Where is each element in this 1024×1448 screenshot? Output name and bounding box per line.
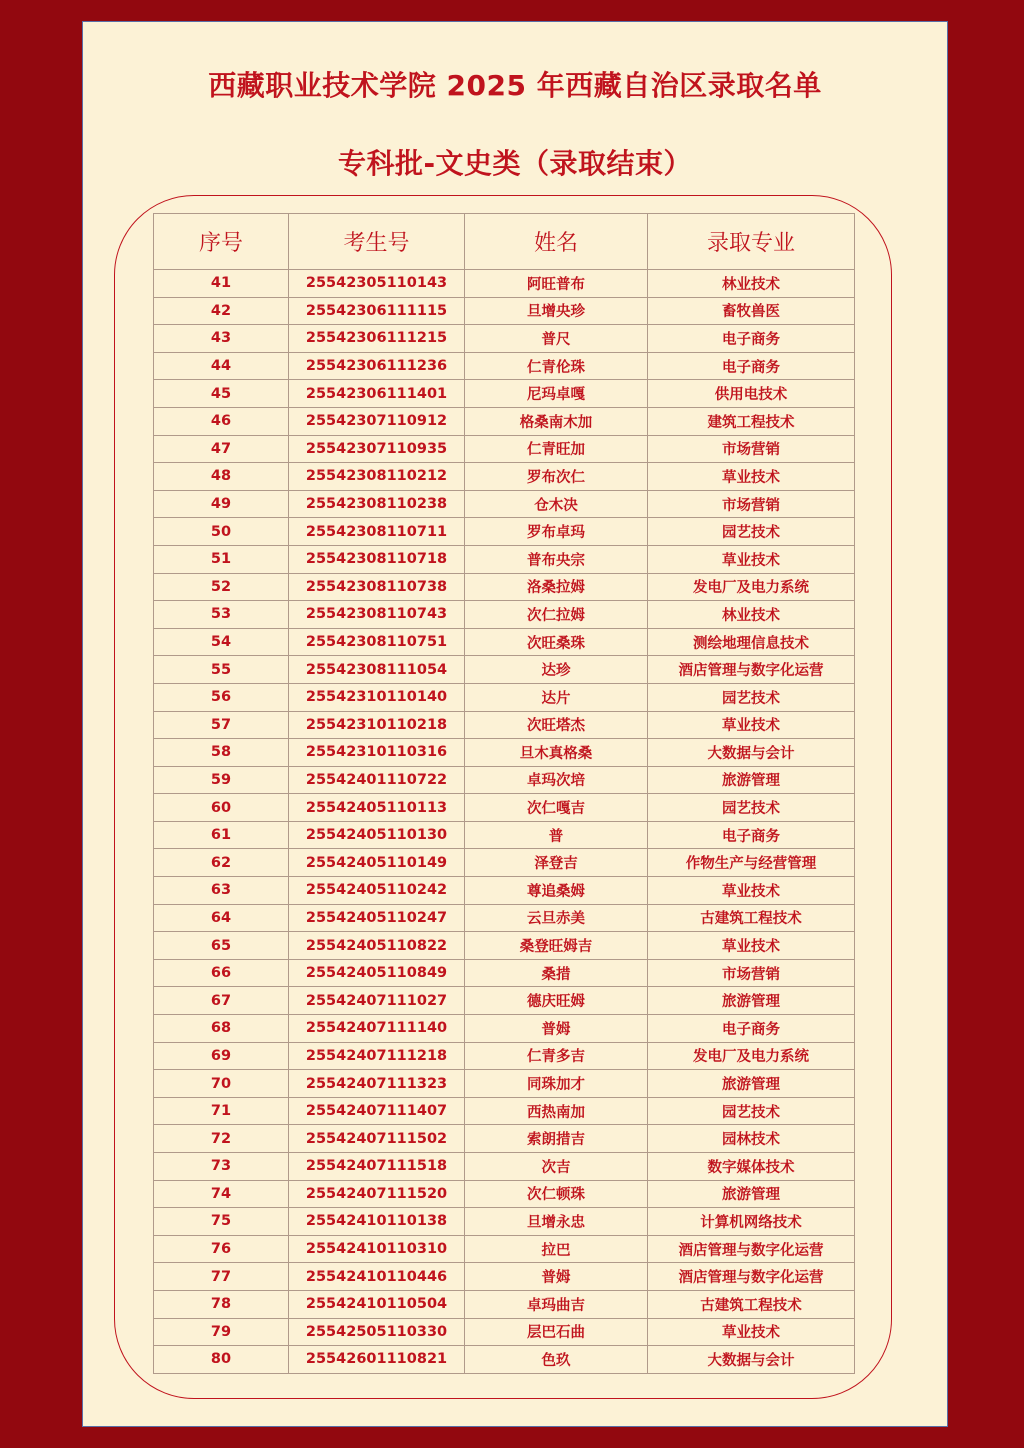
cell-exam-id: 25542308110718 — [289, 545, 465, 573]
table-body — [154, 270, 855, 1374]
cell-major: 测绘地理信息技术 — [648, 628, 855, 656]
cell-name: 仁青多吉 — [465, 1042, 648, 1070]
table-row — [154, 794, 855, 822]
cell-index: 52 — [154, 573, 289, 601]
cell-exam-id: 25542310110140 — [289, 683, 465, 711]
cell-exam-id: 25542308110238 — [289, 490, 465, 518]
cell-index: 51 — [154, 545, 289, 573]
cell-major: 酒店管理与数字化运营 — [648, 656, 855, 684]
cell-major: 市场营销 — [648, 435, 855, 463]
table-row — [154, 601, 855, 629]
cell-exam-id: 25542410110138 — [289, 1208, 465, 1236]
cell-index: 79 — [154, 1318, 289, 1346]
cell-major: 大数据与会计 — [648, 739, 855, 767]
cell-index: 80 — [154, 1346, 289, 1374]
table-header — [154, 214, 855, 270]
cell-exam-id: 25542505110330 — [289, 1318, 465, 1346]
cell-major: 供用电技术 — [648, 380, 855, 408]
cell-name: 次吉 — [465, 1153, 648, 1181]
cell-exam-id: 25542306111215 — [289, 325, 465, 353]
table-row — [154, 987, 855, 1015]
table-row — [154, 1180, 855, 1208]
cell-exam-id: 25542405110113 — [289, 794, 465, 822]
cell-major: 林业技术 — [648, 270, 855, 298]
cell-exam-id: 25542308110212 — [289, 463, 465, 491]
cell-major: 计算机网络技术 — [648, 1208, 855, 1236]
cell-index: 76 — [154, 1235, 289, 1263]
table-row — [154, 1070, 855, 1098]
cell-index: 42 — [154, 297, 289, 325]
table-row — [154, 463, 855, 491]
cell-index: 61 — [154, 821, 289, 849]
cell-exam-id: 25542407111502 — [289, 1125, 465, 1153]
cell-exam-id: 25542310110316 — [289, 739, 465, 767]
table-row — [154, 435, 855, 463]
table-row — [154, 545, 855, 573]
cell-major: 电子商务 — [648, 352, 855, 380]
cell-major: 园艺技术 — [648, 518, 855, 546]
cell-exam-id: 25542307110912 — [289, 407, 465, 435]
cell-name: 桑登旺姆吉 — [465, 932, 648, 960]
cell-major: 旅游管理 — [648, 987, 855, 1015]
cell-name: 仁青旺加 — [465, 435, 648, 463]
cell-major: 畜牧兽医 — [648, 297, 855, 325]
cell-major: 市场营销 — [648, 490, 855, 518]
cell-name: 索朗措吉 — [465, 1125, 648, 1153]
table-row — [154, 711, 855, 739]
cell-exam-id: 25542308110711 — [289, 518, 465, 546]
cell-major: 电子商务 — [648, 325, 855, 353]
cell-index: 50 — [154, 518, 289, 546]
cell-name: 格桑南木加 — [465, 407, 648, 435]
cell-index: 57 — [154, 711, 289, 739]
cell-major: 发电厂及电力系统 — [648, 573, 855, 601]
cell-exam-id: 25542306111401 — [289, 380, 465, 408]
cell-exam-id: 25542310110218 — [289, 711, 465, 739]
table-row — [154, 959, 855, 987]
cell-name: 层巴石曲 — [465, 1318, 648, 1346]
cell-index: 66 — [154, 959, 289, 987]
cell-index: 41 — [154, 270, 289, 298]
cell-exam-id: 25542405110149 — [289, 849, 465, 877]
cell-index: 49 — [154, 490, 289, 518]
cell-name: 德庆旺姆 — [465, 987, 648, 1015]
cell-exam-id: 25542601110821 — [289, 1346, 465, 1374]
cell-index: 71 — [154, 1097, 289, 1125]
cell-major: 作物生产与经营管理 — [648, 849, 855, 877]
cell-index: 67 — [154, 987, 289, 1015]
column-header-name: 姓名 — [465, 214, 648, 270]
cell-name: 普 — [465, 821, 648, 849]
cell-name: 旦增央珍 — [465, 297, 648, 325]
cell-name: 拉巴 — [465, 1235, 648, 1263]
cell-index: 65 — [154, 932, 289, 960]
cell-exam-id: 25542405110130 — [289, 821, 465, 849]
cell-major: 草业技术 — [648, 463, 855, 491]
table-row — [154, 1153, 855, 1181]
table-row — [154, 1290, 855, 1318]
table-row — [154, 1263, 855, 1291]
cell-major: 发电厂及电力系统 — [648, 1042, 855, 1070]
table-row — [154, 270, 855, 298]
table-row — [154, 297, 855, 325]
cell-exam-id: 25542410110446 — [289, 1263, 465, 1291]
cell-index: 45 — [154, 380, 289, 408]
cell-name: 仁青伦珠 — [465, 352, 648, 380]
cell-index: 72 — [154, 1125, 289, 1153]
cell-name: 色玖 — [465, 1346, 648, 1374]
cell-index: 44 — [154, 352, 289, 380]
column-header-index: 序号 — [154, 214, 289, 270]
cell-name: 卓玛次培 — [465, 766, 648, 794]
cell-major: 草业技术 — [648, 877, 855, 905]
cell-exam-id: 25542308110751 — [289, 628, 465, 656]
cell-major: 草业技术 — [648, 932, 855, 960]
cell-name: 桑措 — [465, 959, 648, 987]
cell-index: 47 — [154, 435, 289, 463]
cell-index: 59 — [154, 766, 289, 794]
admission-table — [153, 213, 855, 1374]
cell-index: 69 — [154, 1042, 289, 1070]
cell-name: 次仁拉姆 — [465, 601, 648, 629]
table-row — [154, 849, 855, 877]
cell-exam-id: 25542305110143 — [289, 270, 465, 298]
cell-index: 43 — [154, 325, 289, 353]
cell-exam-id: 25542308110743 — [289, 601, 465, 629]
table-row — [154, 518, 855, 546]
cell-exam-id: 25542308111054 — [289, 656, 465, 684]
cell-index: 58 — [154, 739, 289, 767]
cell-name: 罗布卓玛 — [465, 518, 648, 546]
header-row — [154, 214, 855, 270]
cell-name: 达片 — [465, 683, 648, 711]
cell-name: 卓玛曲吉 — [465, 1290, 648, 1318]
cell-major: 园艺技术 — [648, 794, 855, 822]
cell-major: 古建筑工程技术 — [648, 1290, 855, 1318]
cell-name: 普姆 — [465, 1015, 648, 1043]
table-row — [154, 628, 855, 656]
cell-exam-id: 25542308110738 — [289, 573, 465, 601]
cell-major: 草业技术 — [648, 545, 855, 573]
cell-index: 75 — [154, 1208, 289, 1236]
cell-index: 55 — [154, 656, 289, 684]
cell-exam-id: 25542405110822 — [289, 932, 465, 960]
cell-name: 次旺塔杰 — [465, 711, 648, 739]
table-row — [154, 1125, 855, 1153]
cell-exam-id: 25542306111236 — [289, 352, 465, 380]
cell-exam-id: 25542407111323 — [289, 1070, 465, 1098]
table-row — [154, 352, 855, 380]
cell-exam-id: 25542306111115 — [289, 297, 465, 325]
cell-major: 旅游管理 — [648, 1180, 855, 1208]
cell-index: 73 — [154, 1153, 289, 1181]
cell-exam-id: 25542407111140 — [289, 1015, 465, 1043]
cell-name: 普尺 — [465, 325, 648, 353]
table-row — [154, 1208, 855, 1236]
cell-exam-id: 25542410110310 — [289, 1235, 465, 1263]
cell-index: 60 — [154, 794, 289, 822]
cell-major: 电子商务 — [648, 1015, 855, 1043]
cell-index: 63 — [154, 877, 289, 905]
cell-index: 48 — [154, 463, 289, 491]
cell-index: 54 — [154, 628, 289, 656]
cell-index: 74 — [154, 1180, 289, 1208]
cell-name: 次仁顿珠 — [465, 1180, 648, 1208]
cell-exam-id: 25542405110242 — [289, 877, 465, 905]
cell-exam-id: 25542407111407 — [289, 1097, 465, 1125]
table-row — [154, 1346, 855, 1374]
cell-major: 旅游管理 — [648, 766, 855, 794]
cell-exam-id: 25542405110247 — [289, 904, 465, 932]
cell-major: 林业技术 — [648, 601, 855, 629]
cell-name: 尼玛卓嘎 — [465, 380, 648, 408]
cell-major: 园林技术 — [648, 1125, 855, 1153]
cell-name: 次旺桑珠 — [465, 628, 648, 656]
page-subtitle: 专科批-文史类（录取结束） — [337, 147, 693, 180]
table-row — [154, 904, 855, 932]
cell-major: 草业技术 — [648, 711, 855, 739]
cell-name: 洛桑拉姆 — [465, 573, 648, 601]
table-row — [154, 877, 855, 905]
table-row — [154, 766, 855, 794]
table-row — [154, 821, 855, 849]
column-header-major: 录取专业 — [648, 214, 855, 270]
cell-major: 酒店管理与数字化运营 — [648, 1263, 855, 1291]
cell-index: 70 — [154, 1070, 289, 1098]
cell-exam-id: 25542407111218 — [289, 1042, 465, 1070]
cell-major: 园艺技术 — [648, 683, 855, 711]
cell-index: 68 — [154, 1015, 289, 1043]
cell-index: 78 — [154, 1290, 289, 1318]
cell-exam-id: 25542410110504 — [289, 1290, 465, 1318]
cell-exam-id: 25542407111518 — [289, 1153, 465, 1181]
cell-name: 泽登吉 — [465, 849, 648, 877]
table-row — [154, 380, 855, 408]
cell-name: 次仁嘎吉 — [465, 794, 648, 822]
table-row — [154, 1042, 855, 1070]
cell-exam-id: 25542407111520 — [289, 1180, 465, 1208]
cell-name: 旦木真格桑 — [465, 739, 648, 767]
table-row — [154, 1015, 855, 1043]
cell-major: 市场营销 — [648, 959, 855, 987]
cell-name: 西热南加 — [465, 1097, 648, 1125]
cell-index: 64 — [154, 904, 289, 932]
cell-name: 普姆 — [465, 1263, 648, 1291]
cell-major: 旅游管理 — [648, 1070, 855, 1098]
cell-index: 53 — [154, 601, 289, 629]
cell-major: 草业技术 — [648, 1318, 855, 1346]
cell-exam-id: 25542401110722 — [289, 766, 465, 794]
table-row — [154, 407, 855, 435]
cell-name: 普布央宗 — [465, 545, 648, 573]
cell-name: 同珠加才 — [465, 1070, 648, 1098]
cell-exam-id: 25542407111027 — [289, 987, 465, 1015]
cell-name: 旦增永忠 — [465, 1208, 648, 1236]
cell-major: 数字媒体技术 — [648, 1153, 855, 1181]
table-row — [154, 573, 855, 601]
cell-major: 建筑工程技术 — [648, 407, 855, 435]
cell-index: 77 — [154, 1263, 289, 1291]
table-row — [154, 932, 855, 960]
cell-major: 电子商务 — [648, 821, 855, 849]
column-header-exam-id: 考生号 — [289, 214, 465, 270]
table-row — [154, 1235, 855, 1263]
cell-index: 46 — [154, 407, 289, 435]
cell-major: 古建筑工程技术 — [648, 904, 855, 932]
cell-name: 罗布次仁 — [465, 463, 648, 491]
cell-major: 大数据与会计 — [648, 1346, 855, 1374]
cell-exam-id: 25542405110849 — [289, 959, 465, 987]
cell-major: 酒店管理与数字化运营 — [648, 1235, 855, 1263]
cell-exam-id: 25542307110935 — [289, 435, 465, 463]
table-row — [154, 490, 855, 518]
table-row — [154, 739, 855, 767]
cell-name: 尊追桑姆 — [465, 877, 648, 905]
table-row — [154, 325, 855, 353]
table-row — [154, 1318, 855, 1346]
cell-name: 仓木决 — [465, 490, 648, 518]
cell-name: 达珍 — [465, 656, 648, 684]
page-title: 西藏职业技术学院 2025 年西藏自治区录取名单 — [208, 69, 822, 102]
cell-index: 56 — [154, 683, 289, 711]
table-row — [154, 656, 855, 684]
cell-name: 云旦赤美 — [465, 904, 648, 932]
document-card — [82, 21, 948, 1427]
table-row — [154, 683, 855, 711]
cell-index: 62 — [154, 849, 289, 877]
table-row — [154, 1097, 855, 1125]
cell-name: 阿旺普布 — [465, 270, 648, 298]
cell-major: 园艺技术 — [648, 1097, 855, 1125]
